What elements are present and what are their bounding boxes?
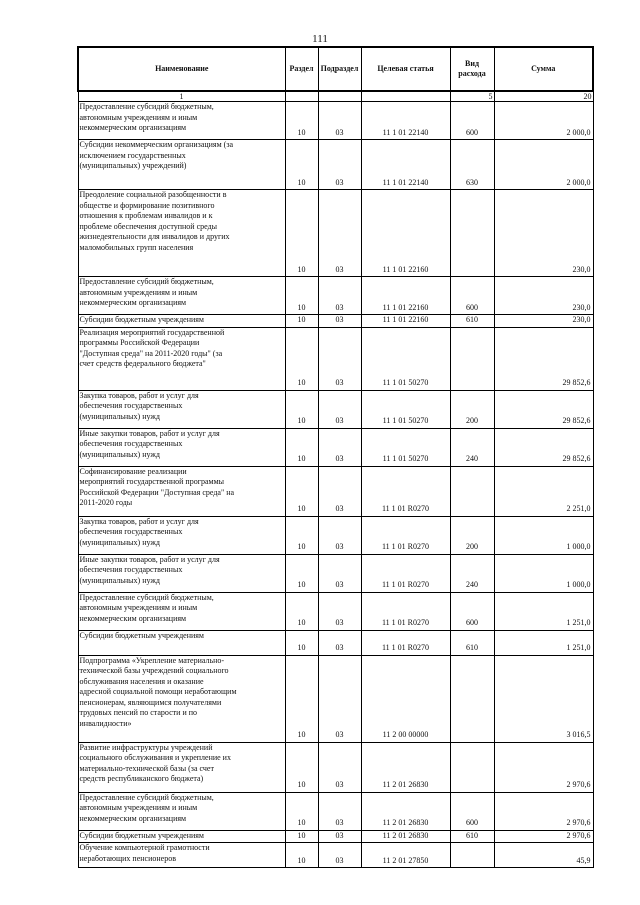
row-subsection: 03: [318, 655, 361, 742]
row-target: 11 1 01 R0270: [361, 466, 450, 516]
table-row: [78, 792, 593, 830]
row-expense-type: [450, 327, 494, 390]
table-row: [78, 140, 593, 190]
row-subsection: 03: [318, 592, 361, 630]
row-amount: 29 852,6: [494, 428, 593, 466]
row-name: Иные закупки товаров, работ и услуг для обеспечения государственных (муниципальных) нужд: [79, 554, 220, 585]
row-section: 10: [285, 140, 318, 190]
row-name-cell: [78, 190, 285, 277]
row-expense-type: 610: [450, 315, 494, 328]
row-name: Иные закупки товаров, работ и услуг для обеспечения государственных (муниципальных) нужд: [79, 428, 220, 459]
row-subsection: 03: [318, 277, 361, 315]
header-row: [78, 47, 593, 91]
row-target: 11 2 01 27850: [361, 843, 450, 868]
row-subsection: 03: [318, 315, 361, 328]
table-row: [78, 327, 593, 390]
row-subsection: 03: [318, 843, 361, 868]
row-amount: 2 970,6: [494, 830, 593, 843]
row-expense-type: [450, 655, 494, 742]
row-target: 11 1 01 50270: [361, 390, 450, 428]
row-name: Развитие инфраструктуры учреждений социального обслуживания и укрепление их материально-технической базы (за счет средств республиканского бюджета): [79, 742, 231, 783]
row-section: 10: [285, 592, 318, 630]
row-name: Обучение компьютерной грамотности неработающих пенсионеров: [79, 843, 210, 863]
row-target: 11 1 01 22160: [361, 190, 450, 277]
row-name: Субсидии бюджетным учреждениям: [79, 830, 204, 840]
row-expense-type: [450, 843, 494, 868]
row-name: Закупка товаров, работ и услуг для обеспечения государственных (муниципальных) нужд: [79, 516, 199, 547]
row-target: 11 1 01 R0270: [361, 516, 450, 554]
row-target: 11 2 00 00000: [361, 655, 450, 742]
row-target: 11 1 01 50270: [361, 428, 450, 466]
row-name: Предоставление субсидий бюджетным, автономным учреждениям и иным некоммерческим организациям: [79, 102, 214, 132]
column-number-row: [78, 91, 593, 102]
row-name: Субсидии бюджетным учреждениям: [79, 315, 204, 324]
table-row: [78, 516, 593, 554]
row-section: 10: [285, 390, 318, 428]
row-target: 11 1 01 R0270: [361, 554, 450, 592]
row-section: 10: [285, 843, 318, 868]
table-row: [78, 190, 593, 277]
row-subsection: 03: [318, 630, 361, 655]
column-number: 1: [78, 91, 285, 102]
row-amount: 2 970,6: [494, 742, 593, 792]
row-amount: 2 000,0: [494, 102, 593, 140]
row-target: 11 2 01 26830: [361, 830, 450, 843]
table-row: [78, 102, 593, 140]
row-expense-type: 600: [450, 792, 494, 830]
header-section: Раздел: [285, 47, 318, 91]
row-section: 10: [285, 792, 318, 830]
row-expense-type: 600: [450, 102, 494, 140]
row-name: Субсидии некоммерческим организациям (за исключением государственных (муниципальных) учреждений): [79, 140, 234, 170]
row-target: 11 1 01 22160: [361, 315, 450, 328]
row-name: Подпрограмма «Укрепление материально- технической базы учреждений социального обслуживания населения и оказание адресной социальной помощи неработающим пенсионерам, являющимся получателями трудовых пенсий по старости и по инвалидности»: [79, 655, 237, 728]
row-name-cell: [78, 516, 285, 554]
row-subsection: 03: [318, 102, 361, 140]
row-expense-type: 600: [450, 592, 494, 630]
row-amount: 2 251,0: [494, 466, 593, 516]
row-name-cell: [78, 315, 285, 328]
row-name-cell: [78, 428, 285, 466]
page-number: 111: [312, 33, 328, 45]
row-name: Софинансирование реализации мероприятий государственной программы Российской Федерации "Доступная среда" на 2011-2020 годы: [79, 466, 235, 507]
table-row: [78, 655, 593, 742]
row-section: 10: [285, 630, 318, 655]
row-amount: 1 000,0: [494, 554, 593, 592]
row-expense-type: 600: [450, 277, 494, 315]
row-expense-type: [450, 466, 494, 516]
table-row: [78, 843, 593, 868]
row-name: Закупка товаров, работ и услуг для обеспечения государственных (муниципальных) нужд: [79, 390, 199, 421]
header-expense-type: Вид расхода: [450, 47, 494, 91]
row-section: 10: [285, 102, 318, 140]
row-expense-type: 240: [450, 428, 494, 466]
table-row: [78, 315, 593, 328]
row-section: 10: [285, 516, 318, 554]
row-name-cell: [78, 630, 285, 655]
row-amount: 45,9: [494, 843, 593, 868]
row-section: 10: [285, 830, 318, 843]
row-subsection: 03: [318, 742, 361, 792]
row-subsection: 03: [318, 140, 361, 190]
row-name-cell: [78, 466, 285, 516]
row-subsection: 03: [318, 390, 361, 428]
row-name-cell: [78, 655, 285, 742]
row-target: 11 1 01 50270: [361, 327, 450, 390]
header-target: Целевая статья: [361, 47, 450, 91]
column-number: 20: [494, 91, 593, 102]
row-name: Предоставление субсидий бюджетным, автономным учреждениям и иным некоммерческим организациям: [79, 792, 214, 823]
row-section: 10: [285, 655, 318, 742]
row-section: 10: [285, 277, 318, 315]
row-name: Преодоление социальной разобщенности в обществе и формирование позитивного отношения к проблемам инвалидов и к проблеме обеспечения доступной среды жизнедеятельности для инвалидов и других маломобильных групп населения: [79, 190, 230, 252]
header-name: Наименование: [78, 47, 285, 91]
row-target: 11 2 01 26830: [361, 742, 450, 792]
row-target: 11 1 01 22140: [361, 140, 450, 190]
row-name-cell: [78, 390, 285, 428]
column-number: [361, 91, 450, 102]
row-expense-type: 240: [450, 554, 494, 592]
row-amount: 1 251,0: [494, 630, 593, 655]
row-name-cell: [78, 554, 285, 592]
row-subsection: 03: [318, 466, 361, 516]
row-target: 11 1 01 R0270: [361, 630, 450, 655]
column-number: 5: [450, 91, 494, 102]
column-number: [285, 91, 318, 102]
row-expense-type: 200: [450, 516, 494, 554]
row-subsection: 03: [318, 554, 361, 592]
table-row: [78, 830, 593, 843]
row-target: 11 2 01 26830: [361, 792, 450, 830]
row-name-cell: [78, 140, 285, 190]
row-subsection: 03: [318, 792, 361, 830]
row-expense-type: 630: [450, 140, 494, 190]
table-row: [78, 277, 593, 315]
row-name-cell: [78, 277, 285, 315]
header-subsection: Подраздел: [318, 47, 361, 91]
row-amount: 29 852,6: [494, 390, 593, 428]
table-body: [78, 102, 593, 868]
row-section: 10: [285, 466, 318, 516]
row-amount: 1 000,0: [494, 516, 593, 554]
row-name: Предоставление субсидий бюджетным, автономным учреждениям и иным некоммерческим организациям: [79, 592, 214, 623]
row-section: 10: [285, 315, 318, 328]
row-expense-type: 200: [450, 390, 494, 428]
row-subsection: 03: [318, 516, 361, 554]
row-subsection: 03: [318, 428, 361, 466]
table-row: [78, 742, 593, 792]
row-section: 10: [285, 554, 318, 592]
column-number: [318, 91, 361, 102]
row-name: Субсидии бюджетным учреждениям: [79, 630, 204, 640]
row-subsection: 03: [318, 190, 361, 277]
row-name-cell: [78, 592, 285, 630]
table-row: [78, 428, 593, 466]
row-amount: 230,0: [494, 315, 593, 328]
row-section: 10: [285, 327, 318, 390]
row-section: 10: [285, 428, 318, 466]
row-expense-type: [450, 190, 494, 277]
row-section: 10: [285, 742, 318, 792]
row-name-cell: [78, 843, 285, 868]
row-amount: 3 016,5: [494, 655, 593, 742]
row-amount: 230,0: [494, 190, 593, 277]
row-name: Предоставление субсидий бюджетным, автономным учреждениям и иным некоммерческим организациям: [79, 277, 214, 307]
row-name-cell: [78, 102, 285, 140]
table-row: [78, 592, 593, 630]
row-expense-type: 610: [450, 630, 494, 655]
table-row: [78, 466, 593, 516]
row-subsection: 03: [318, 327, 361, 390]
table-row: [78, 554, 593, 592]
table-row: [78, 390, 593, 428]
row-name-cell: [78, 792, 285, 830]
row-name: Реализация мероприятий государственной программы Российской Федерации "Доступная среда" на 2011-2020 годы" (за счет средств федерального бюджета": [79, 327, 225, 368]
row-section: 10: [285, 190, 318, 277]
table-row: [78, 630, 593, 655]
row-target: 11 1 01 R0270: [361, 592, 450, 630]
row-subsection: 03: [318, 830, 361, 843]
row-target: 11 1 01 22140: [361, 102, 450, 140]
row-name-cell: [78, 327, 285, 390]
row-amount: 29 852,6: [494, 327, 593, 390]
row-expense-type: [450, 742, 494, 792]
row-amount: 2 970,6: [494, 792, 593, 830]
row-amount: 230,0: [494, 277, 593, 315]
header-amount: Сумма: [494, 47, 593, 91]
row-name-cell: [78, 742, 285, 792]
row-name-cell: [78, 830, 285, 843]
row-target: 11 1 01 22160: [361, 277, 450, 315]
row-amount: 2 000,0: [494, 140, 593, 190]
row-amount: 1 251,0: [494, 592, 593, 630]
budget-table: [77, 46, 594, 868]
row-expense-type: 610: [450, 830, 494, 843]
